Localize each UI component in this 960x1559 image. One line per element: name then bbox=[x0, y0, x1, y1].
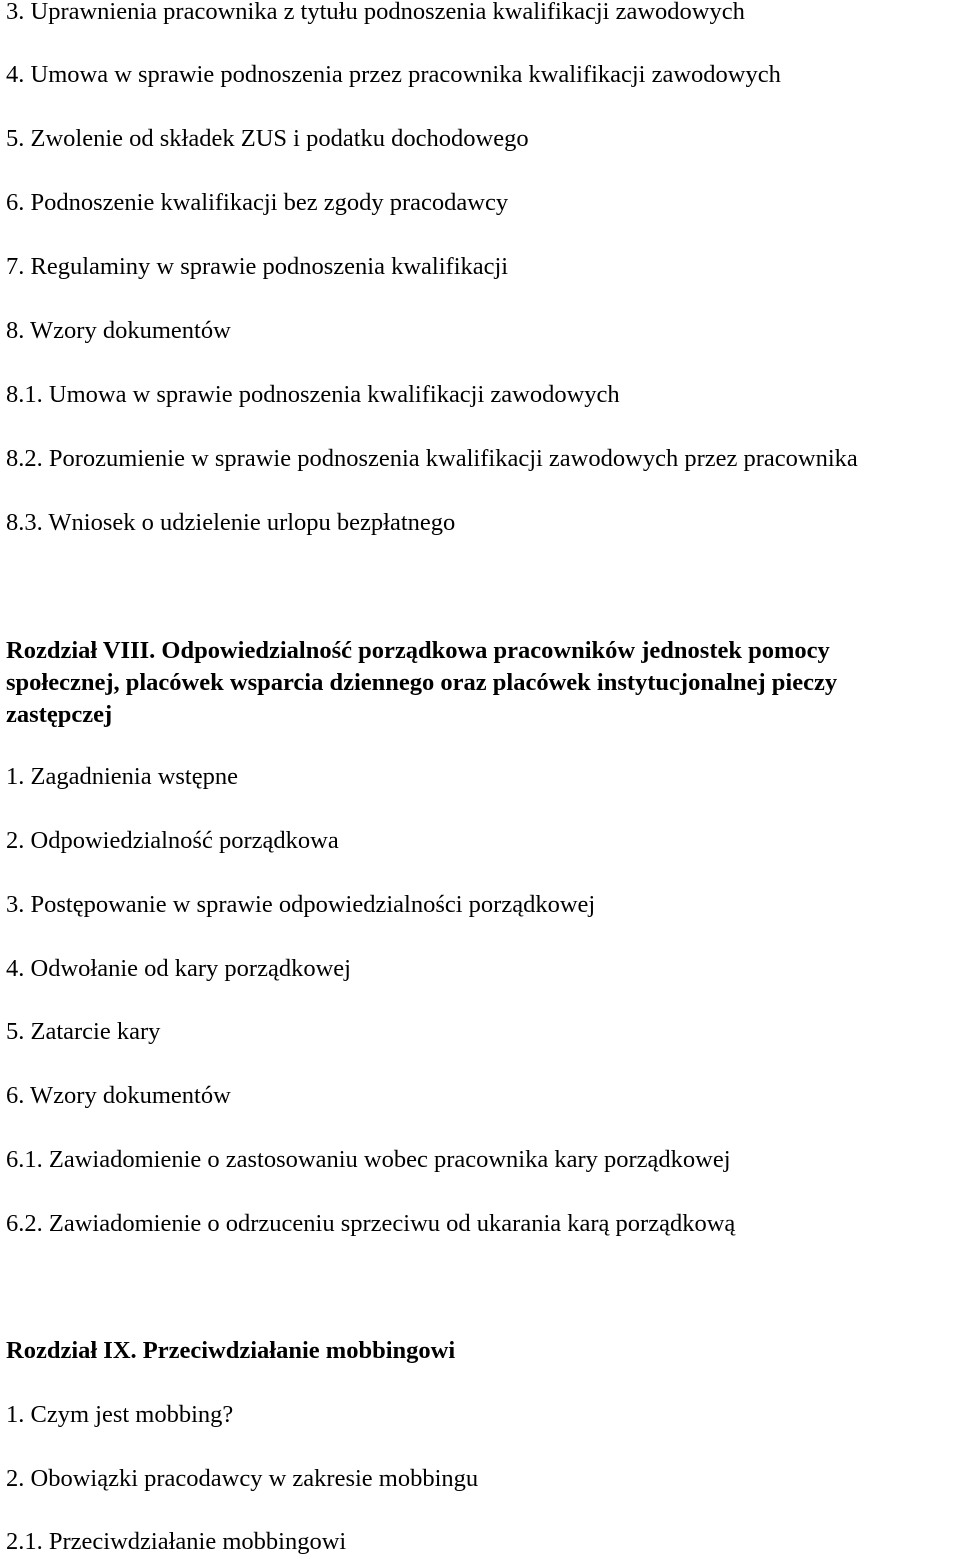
toc-subitem: 8.3. Wniosek o udzielenie urlopu bezpłatnego bbox=[6, 509, 456, 536]
chapter-ix-title: Rozdział IX. Przeciwdziałanie mobbingowi bbox=[6, 1337, 456, 1364]
toc-item: 4. Umowa w sprawie podnoszenia przez pracownika kwalifikacji zawodowych bbox=[6, 61, 781, 88]
toc-item: 1. Zagadnienia wstępne bbox=[6, 763, 238, 790]
toc-item: 8. Wzory dokumentów bbox=[6, 317, 231, 344]
toc-subitem: 6.2. Zawiadomienie o odrzuceniu sprzeciwu od ukarania karą porządkową bbox=[6, 1210, 736, 1237]
toc-subitem: 6.1. Zawiadomienie o zastosowaniu wobec pracownika kary porządkowej bbox=[6, 1146, 731, 1173]
toc-item: 4. Odwołanie od kary porządkowej bbox=[6, 955, 351, 982]
toc-subitem: 8.2. Porozumienie w sprawie podnoszenia kwalifikacji zawodowych przez pracownika bbox=[6, 445, 858, 472]
toc-item: 3. Uprawnienia pracownika z tytułu podnoszenia kwalifikacji zawodowych bbox=[6, 0, 745, 25]
toc-item: 6. Podnoszenie kwalifikacji bez zgody pracodawcy bbox=[6, 189, 509, 216]
toc-item: 3. Postępowanie w sprawie odpowiedzialności porządkowej bbox=[6, 891, 596, 918]
toc-subitem: 2.1. Przeciwdziałanie mobbingowi bbox=[6, 1528, 347, 1555]
toc-item: 5. Zatarcie kary bbox=[6, 1018, 161, 1045]
toc-subitem: 8.1. Umowa w sprawie podnoszenia kwalifikacji zawodowych bbox=[6, 381, 620, 408]
toc-item: 7. Regulaminy w sprawie podnoszenia kwalifikacji bbox=[6, 253, 509, 280]
toc-item: 1. Czym jest mobbing? bbox=[6, 1401, 234, 1428]
toc-item: 2. Obowiązki pracodawcy w zakresie mobbingu bbox=[6, 1465, 479, 1492]
toc-item: 2. Odpowiedzialność porządkowa bbox=[6, 827, 339, 854]
toc-item: 5. Zwolenie od składek ZUS i podatku dochodowego bbox=[6, 125, 529, 152]
toc-item: 6. Wzory dokumentów bbox=[6, 1082, 231, 1109]
chapter-viii-title: Rozdział VIII. Odpowiedzialność porządkowa pracowników jednostek pomocy społecznej, placówek wsparcia dziennego oraz placówek instytucjonalnej pieczy zastępczej bbox=[6, 637, 838, 728]
